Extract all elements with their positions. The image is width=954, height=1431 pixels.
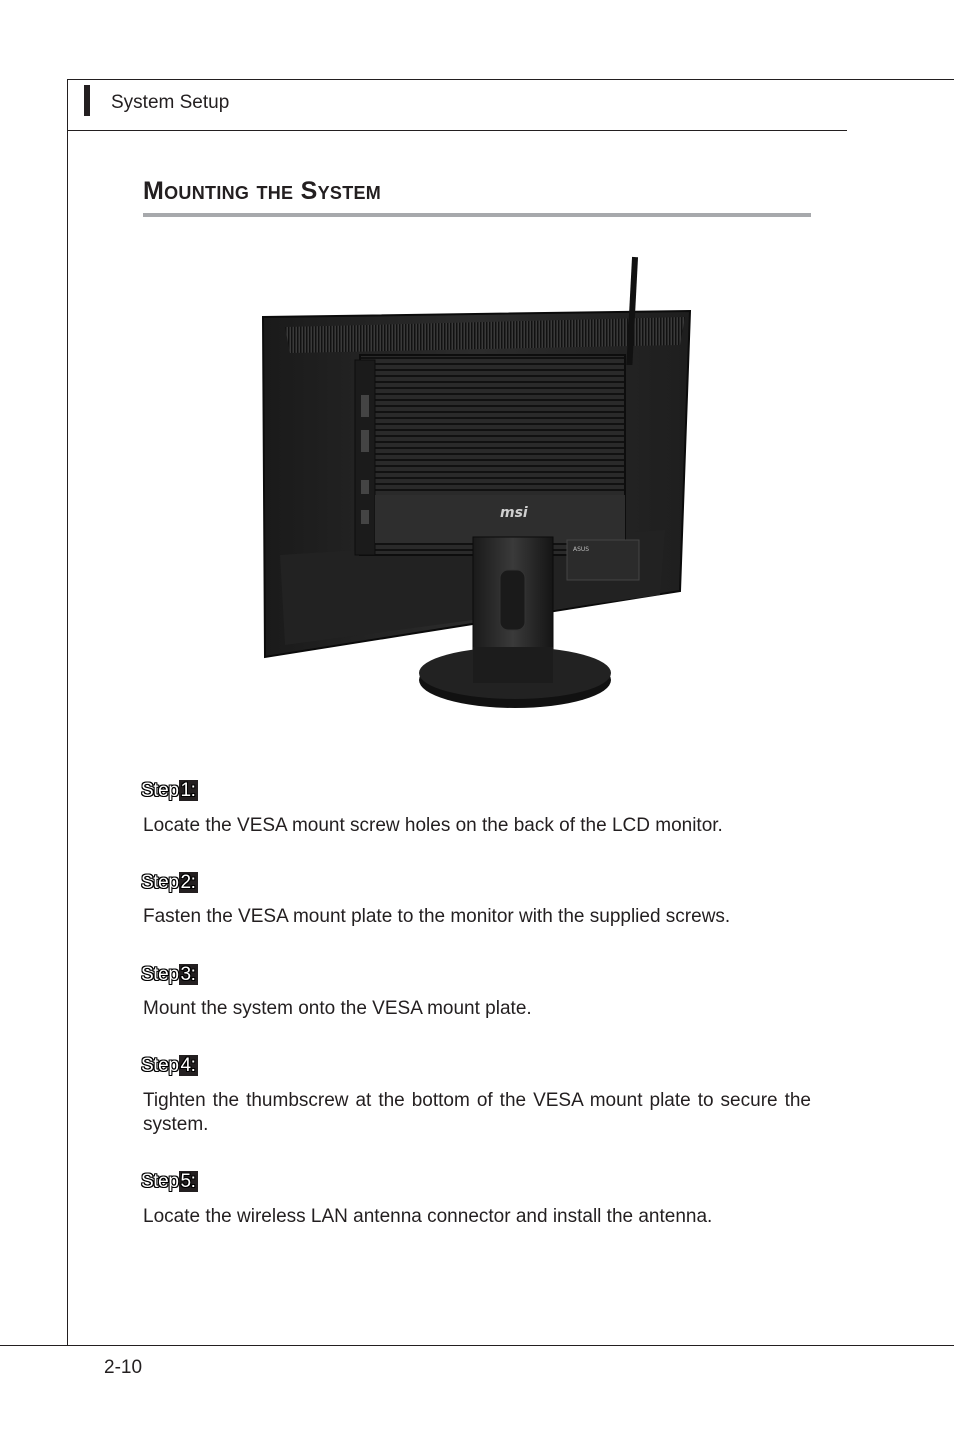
step-4-number: 4: (180, 1055, 196, 1076)
bottom-rule (0, 1345, 954, 1346)
section-title: Mounting the System (143, 177, 382, 205)
step-5-text: Locate the wireless LAN antenna connector and install the antenna. (143, 1206, 713, 1227)
step-1-text: Locate the VESA mount screw holes on the back of the LCD monitor. (143, 815, 723, 836)
step-1-number: 1: (180, 780, 196, 801)
step-2-number: 2: (180, 872, 196, 893)
step-5-word: Step (141, 1171, 179, 1192)
step-4-word: Step (141, 1055, 179, 1076)
step-1-word: Step (141, 780, 179, 801)
top-rule (67, 79, 954, 80)
step-4-text: Tighten the thumbscrew at the bottom of the VESA mount plate to secure the system. (143, 1090, 811, 1135)
msi-logo: msi (500, 505, 528, 521)
step-1-label (141, 780, 198, 802)
asus-logo: ASUS (573, 546, 590, 553)
step-3-text: Mount the system onto the VESA mount plate. (143, 998, 532, 1019)
header-marker (84, 85, 90, 116)
page-number: 2-10 (104, 1357, 143, 1378)
monitor-with-system-photo (255, 255, 700, 720)
section-title-underline (143, 213, 811, 217)
left-margin-line (67, 79, 68, 1346)
step-5-number: 5: (180, 1171, 196, 1192)
step-5-label (141, 1171, 198, 1193)
step-2-text: Fasten the VESA mount plate to the monitor with the supplied screws. (143, 906, 731, 927)
step-3-word: Step (141, 964, 179, 985)
step-2-word: Step (141, 872, 179, 893)
step-3-number: 3: (180, 964, 196, 985)
step-3-label (141, 964, 198, 986)
running-header-title: System Setup (111, 92, 230, 113)
step-4-label (141, 1055, 198, 1077)
step-2-label (141, 872, 198, 894)
header-rule (67, 130, 847, 131)
